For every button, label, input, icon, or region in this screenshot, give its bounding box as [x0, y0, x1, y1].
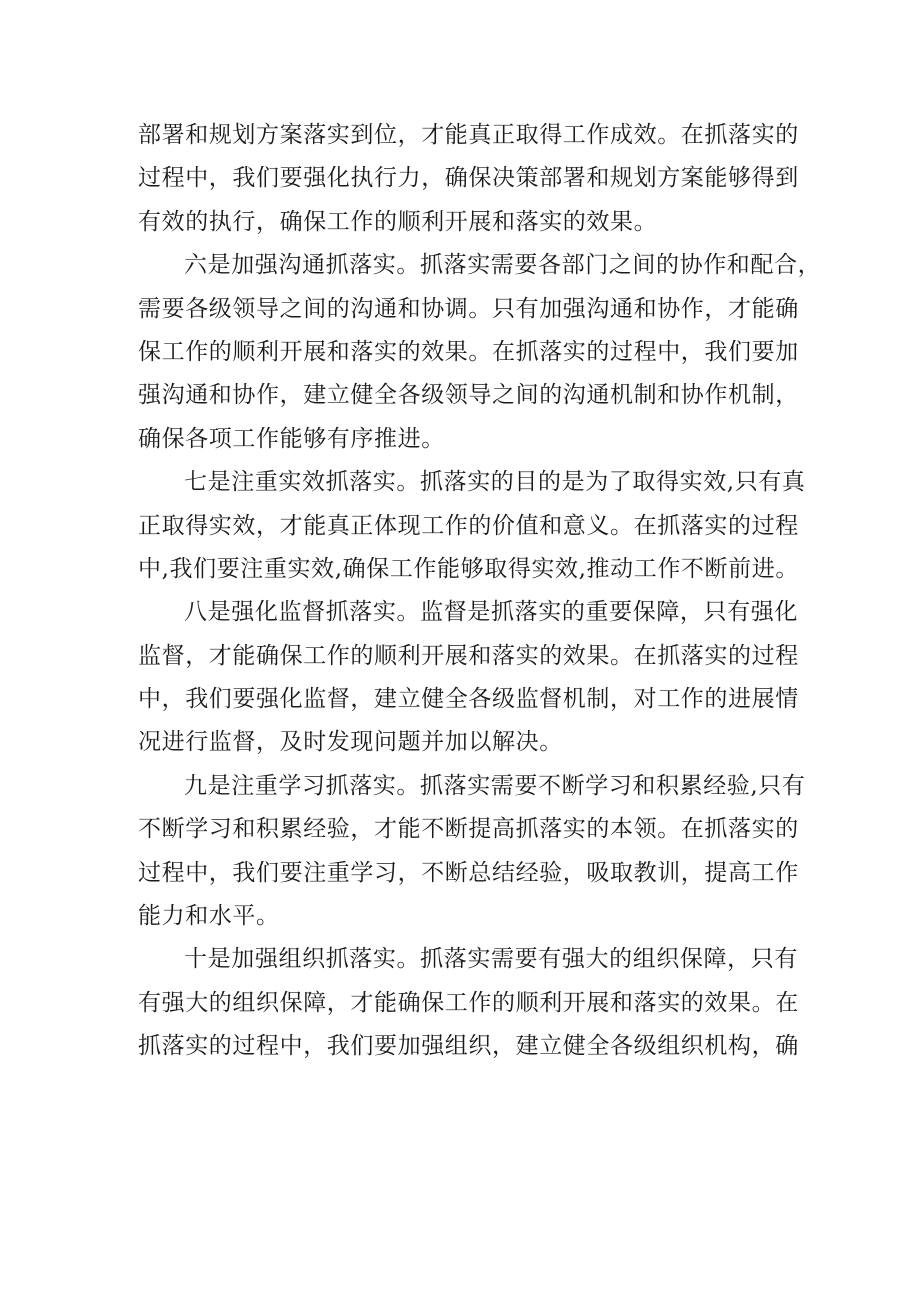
text-line: 有强大的组织保障，才能确保工作的顺利开展和落实的效果。在: [138, 989, 799, 1016]
paragraph-first-line: 九是注重学习抓落实。抓落实需要不断学习和积累经验,只有: [184, 772, 806, 799]
text-line: 部署和规划方案落实到位，才能真正取得工作成效。在抓落实的: [138, 122, 799, 148]
paragraph-first-line: 七是注重实效抓落实。抓落实的目的是为了取得实效,只有真: [184, 469, 806, 496]
text-line: 需要各级领导之间的沟通和协调。只有加强沟通和协作，才能确: [138, 295, 799, 322]
paragraph-first-line: 八是强化监督抓落实。监督是抓落实的重要保障，只有强化: [184, 599, 798, 626]
text-line: 不断学习和积累经验，才能不断提高抓落实的本领。在抓落实的: [138, 816, 799, 843]
text-line: 正取得实效，才能真正体现工作的价值和意义。在抓落实的过程: [138, 512, 799, 539]
text-line: 确保各项工作能够有序推进。: [138, 425, 445, 452]
text-line: 有效的执行，确保工作的顺利开展和落实的效果。: [138, 208, 658, 235]
text-line: 能力和水平。: [138, 903, 280, 930]
text-line: 监督，才能确保工作的顺利开展和落实的效果。在抓落实的过程: [138, 642, 799, 669]
paragraph-first-line: 十是加强组织抓落实。抓落实需要有强大的组织保障，只有: [184, 946, 798, 973]
text-line: 况进行监督，及时发现问题并加以解决。: [138, 729, 563, 756]
text-line: 保工作的顺利开展和落实的效果。在抓落实的过程中，我们要加: [138, 338, 799, 365]
text-line: 中，我们要强化监督，建立健全各级监督机制，对工作的进展情: [138, 686, 799, 713]
text-line: 中,我们要注重实效,确保工作能够取得实效,推动工作不断前进。: [138, 555, 799, 582]
text-line: 过程中，我们要强化执行力，确保决策部署和规划方案能够得到: [138, 165, 799, 192]
body-text: [138, 114, 822, 1069]
text-line: 强沟通和协作，建立健全各级领导之间的沟通机制和协作机制，: [138, 382, 799, 409]
paragraph-first-line: 六是加强沟通抓落实。抓落实需要各部门之间的协作和配合，: [184, 252, 822, 279]
text-line: 过程中，我们要注重学习，不断总结经验，吸取教训，提高工作: [138, 859, 799, 886]
text-line: 抓落实的过程中，我们要加强组织，建立健全各级组织机构，确: [138, 1033, 799, 1060]
